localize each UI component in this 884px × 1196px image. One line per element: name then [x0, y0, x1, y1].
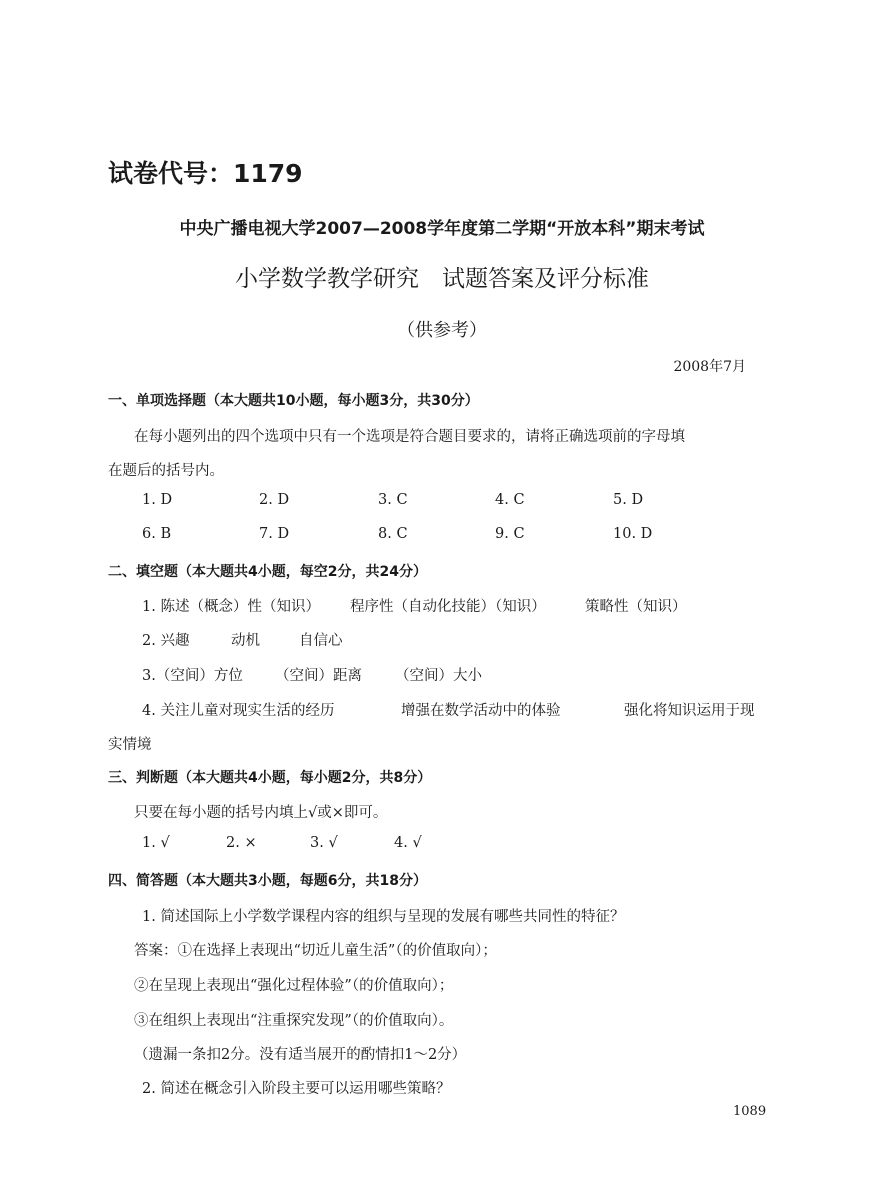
page-title: 小学数学教学研究 试题答案及评分标准 — [235, 266, 649, 292]
answer-item: 程序性（自动化技能）（知识） — [350, 599, 546, 615]
answer-line-2: ②在呈现上表现出“强化过程体验”（的价值取向）； — [134, 978, 454, 994]
answer-item: 自信心 — [299, 633, 343, 649]
answer-item: 3. √ — [310, 835, 338, 851]
answer-item: 2. D — [259, 492, 290, 508]
answer-line-1: 答案：①在选择上表现出“切近儿童生活”（的价值取向）； — [134, 943, 497, 959]
answer-item: 4. 关注儿童对现实生活的经历 — [142, 703, 335, 719]
answer-item: 4. C — [495, 492, 525, 508]
answer-item: 3. C — [378, 492, 408, 508]
answer-item: 增强在数学活动中的体验 — [401, 703, 561, 719]
answer-item: 9. C — [495, 526, 525, 542]
answer-item: 6. B — [142, 526, 172, 542]
answer-item: 4. √ — [394, 835, 422, 851]
answer-item: 强化将知识运用于现 — [624, 703, 755, 719]
exam-code: 试卷代号：1179 — [108, 159, 303, 188]
question-2: 2. 简述在概念引入阶段主要可以运用哪些策略？ — [142, 1081, 451, 1097]
answer-item: 1. 陈述（概念）性（知识） — [142, 599, 320, 615]
answer-item: 7. D — [259, 526, 290, 542]
answer-item: 8. C — [378, 526, 408, 542]
section-1-heading: 一、单项选择题（本大题共10小题，每小题3分，共30分） — [108, 393, 479, 409]
answer-item: 1. D — [142, 492, 173, 508]
page-number: 1089 — [733, 1104, 767, 1119]
answer-item: （空间）距离 — [275, 668, 362, 684]
answer-item: 3.（空间）方位 — [142, 668, 243, 684]
answer-item: 5. D — [613, 492, 644, 508]
answer-item: 1. √ — [142, 835, 170, 851]
section-2-heading: 二、填空题（本大题共4小题，每空2分，共24分） — [108, 564, 427, 580]
answer-item: 动机 — [231, 633, 260, 649]
question-1: 1. 简述国际上小学数学课程内容的组织与呈现的发展有哪些共同性的特征？ — [142, 909, 625, 925]
subtitle: （供参考） — [397, 320, 487, 341]
answer-line-3: ③在组织上表现出“注重探究发现”（的价值取向）。 — [134, 1013, 454, 1029]
section-3-heading: 三、判断题（本大题共4小题，每小题2分，共8分） — [108, 770, 432, 786]
section-1-intro-line2: 在题后的括号内。 — [108, 463, 224, 479]
scoring-note: （遗漏一条扣2分。没有适当展开的酌情扣1～2分） — [134, 1047, 467, 1063]
exam-date: 2008年7月 — [673, 359, 746, 375]
fill-answer-4-continued: 实情境 — [108, 737, 152, 753]
answer-item: 2. 兴趣 — [142, 633, 190, 649]
section-4-heading: 四、简答题（本大题共3小题，每题6分，共18分） — [108, 873, 427, 889]
exam-header: 中央广播电视大学2007—2008学年度第二学期“开放本科”期末考试 — [179, 219, 705, 239]
answer-item: 策略性（知识） — [585, 599, 687, 615]
answer-item: （空间）大小 — [395, 668, 482, 684]
section-1-intro-line1: 在每小题列出的四个选项中只有一个选项是符合题目要求的，请将正确选项前的字母填 — [134, 429, 685, 445]
section-3-intro: 只要在每小题的括号内填上√或×即可。 — [134, 805, 388, 821]
answer-item: 10. D — [613, 526, 653, 542]
answer-item: 2. × — [226, 835, 257, 851]
